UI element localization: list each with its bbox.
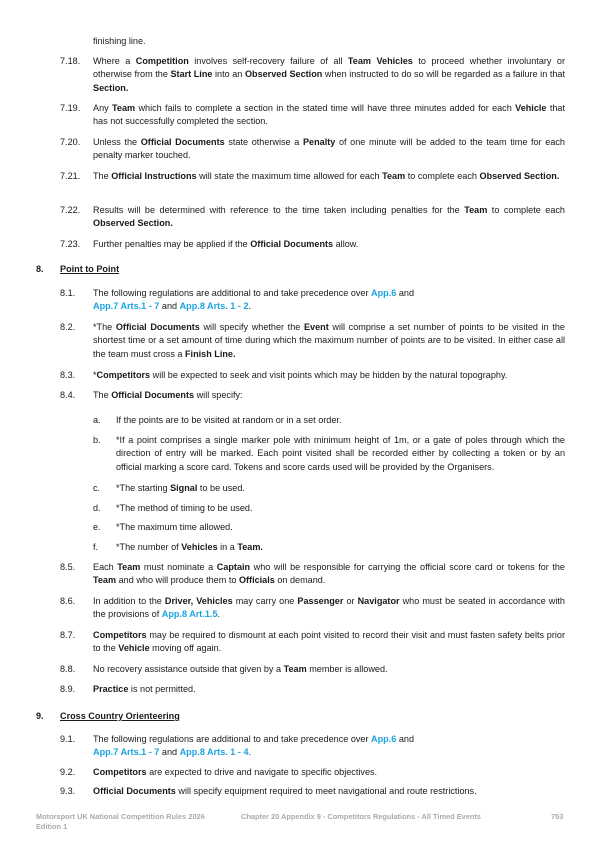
sub-clause-text: *The starting Signal to be used. [116, 483, 245, 493]
clause-number: 9.3. [60, 786, 76, 796]
clause-text: The Official Instructions will state the maximum time allowed for each Team to complete each Observed Section. [93, 171, 560, 181]
clause-number: 8.4. [60, 390, 76, 400]
clause-number: 8.2. [60, 322, 76, 332]
clause-text: Results will be determined with reference to the time taken including penalties for the Team to complete each Observed Section. [93, 205, 565, 229]
footer-publication: Motorsport UK National Competition Rules 2026 [36, 812, 205, 821]
clause-text: The following regulations are additional to and take precedence over App.6 and App.7 Arts.1 - 7 and App.8 Arts. 1 - 4. [93, 734, 415, 758]
section-number: 9. [36, 711, 44, 721]
clause-text: Each Team must nominate a Captain who will be responsible for carrying the official score card or tokens for the Team and who will produce them to Officials on demand. [93, 562, 565, 586]
footer-chapter: Chapter 20 Appendix 9 - Competitors Regulations - All Timed Events [241, 812, 481, 821]
sub-clause-text: If the points are to be visited at random or in a set order. [116, 415, 342, 425]
cross-reference-link[interactable]: App.8 Arts. 1 - 4 [179, 747, 249, 758]
clause-text: No recovery assistance outside that given by a Team member is allowed. [93, 664, 388, 674]
clause-number: 7.22. [60, 205, 81, 215]
clause-number: 8.6. [60, 596, 76, 606]
cross-reference-link[interactable]: App.6 [371, 288, 397, 298]
sub-clause-letter: a. [93, 415, 101, 425]
sub-clause-letter: c. [93, 483, 101, 493]
clause-text: In addition to the Driver, Vehicles may carry one Passenger or Navigator who must be seated in accordance with the provisions of App.8 Art.1.5. [93, 596, 565, 620]
clause-number: 8.7. [60, 630, 76, 640]
clause-number: 9.1. [60, 734, 76, 744]
section-title: Point to Point [60, 264, 120, 274]
clause-text: Competitors are expected to drive and navigate to specific objectives. [93, 767, 378, 777]
clause-text: Official Documents will specify equipment required to meet navigational and route restrictions. [93, 786, 477, 796]
clause-number: 7.20. [60, 137, 81, 147]
clause-text: Where a Competition involves self-recovery failure of all Team Vehicles to proceed whether involuntary or otherwise from the Start Line into an Observed Section when instructed to do so will be regarded as a failure in that Section. [93, 56, 566, 93]
clause-text: The Official Documents will specify: [93, 390, 243, 400]
sub-clause-letter: e. [93, 522, 101, 532]
sub-clause-letter: f. [93, 542, 99, 552]
cross-reference-link[interactable]: App.7 Arts.1 - 7 [93, 747, 160, 758]
clause-text: Any Team which fails to complete a section in the stated time will have three minutes added for each Vehicle that has not successfully completed the section. [93, 103, 565, 127]
sub-clause-text: *The number of Vehicles in a Team. [116, 542, 263, 552]
clause-number: 8.8. [60, 664, 76, 674]
cross-reference-link[interactable]: App.8 Art.1.5 [161, 609, 218, 620]
clause-number: 8.3. [60, 370, 76, 380]
clause-text: Unless the Official Documents state otherwise a Penalty of one minute will be added to the team time for each penalty marker touched. [93, 137, 565, 161]
paragraph-text: finishing line. [93, 36, 146, 46]
clause-number: 7.19. [60, 103, 81, 113]
clause-text: Competitors may be required to dismount at each point visited to record their visit and must fasten safety belts prior to the Vehicle moving off again. [93, 630, 565, 654]
clause-number: 8.5. [60, 562, 76, 572]
sub-clause-letter: b. [93, 435, 101, 445]
clause-text: Practice is not permitted. [93, 684, 196, 694]
cross-reference-link[interactable]: App.6 [371, 734, 397, 744]
clause-number: 9.2. [60, 767, 76, 777]
sub-clause-text: *The maximum time allowed. [116, 522, 233, 532]
section-title: Cross Country Orienteering [60, 711, 180, 721]
clause-number: 7.21. [60, 171, 81, 181]
section-number: 8. [36, 264, 44, 274]
clause-number: 7.23. [60, 239, 81, 249]
sub-clause-text: *If a point comprises a single marker pole with minimum height of 1m, or a gate of poles through which the direction of entry will be marked. Each point visited shall be recorded either by collecting a token or by an official marking a score card. Tokens and score cards used will be provided by the Organisers. [116, 435, 565, 472]
clause-number: 8.9. [60, 684, 76, 694]
sub-clause-text: *The method of timing to be used. [116, 503, 253, 513]
clause-text: Further penalties may be applied if the Official Documents allow. [93, 239, 359, 249]
clause-text: *The Official Documents will specify whether the Event will comprise a set number of points to be visited in the shortest time or a set amount of time during which the maximum number of points are to be visited. In either case all the team must cross a Finish Line. [93, 322, 565, 359]
sub-clause-letter: d. [93, 503, 101, 513]
clause-text: The following regulations are additional to and take precedence over App.6 and App.7 Arts.1 - 7 and App.8 Arts. 1 - 2. [93, 288, 415, 312]
footer-page-number: 753 [551, 812, 564, 821]
footer-edition: Edition 1 [36, 822, 68, 831]
cross-reference-link[interactable]: App.8 Arts. 1 - 2 [179, 301, 249, 312]
clause-number: 7.18. [60, 56, 81, 66]
clause-text: *Competitors will be expected to seek and visit points which may be hidden by the natural topography. [93, 370, 508, 380]
cross-reference-link[interactable]: App.7 Arts.1 - 7 [93, 301, 160, 312]
clause-number: 8.1. [60, 288, 76, 298]
